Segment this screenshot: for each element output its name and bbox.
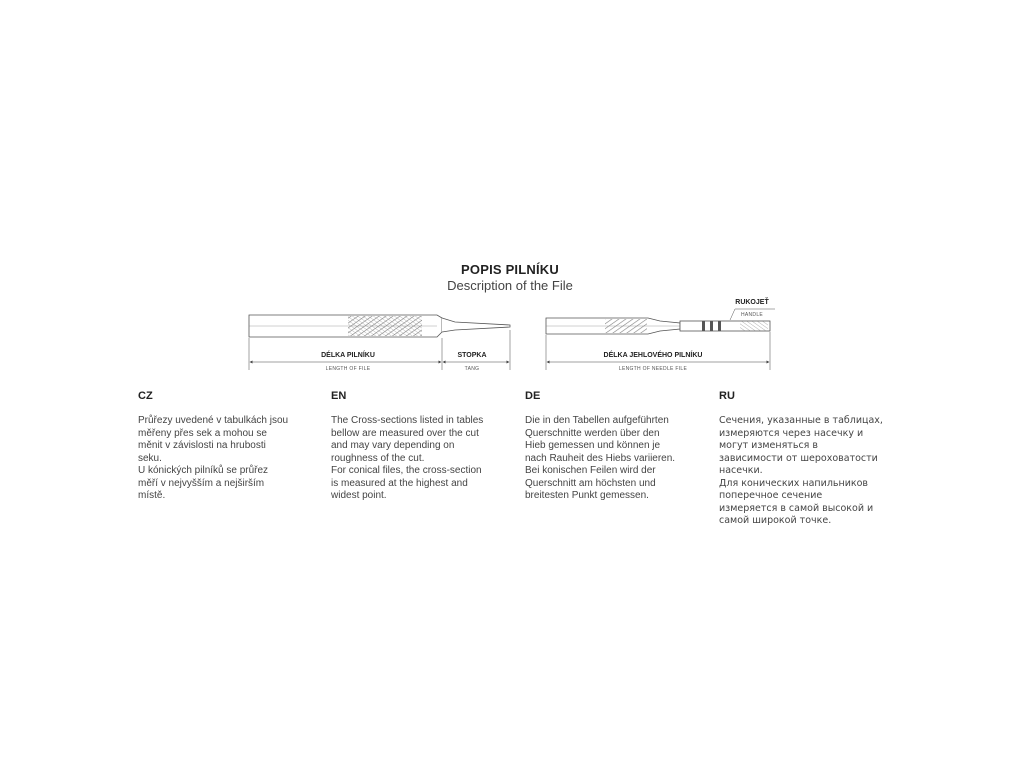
language-code: CZ [138,390,153,402]
language-code: DE [525,390,541,402]
column-text: The Cross-sections listed in tables bellow are measured over the cut and may vary depending on roughness of the cut. For conical files, the cross-section is measured at the highest and widest point. [331,415,484,501]
file-length-label: DÉLKA PILNÍKU [321,352,375,359]
column-text: Сечения, указанные в таблицах, измеряются через насечку и могут изменяться в зависимости от шероховатости насечки. Для конических напильников поперечное сечение измеряется в самой высокой и самой широкой точке. [719,415,883,526]
column-ru [719,390,897,528]
handle-sublabel: HANDLE [740,312,764,318]
tang-label: STOPKA [457,352,487,359]
language-code: RU [719,390,735,402]
column-cz [138,390,316,503]
column-en [331,390,509,503]
file-length-sublabel: LENGTH OF FILE [325,366,371,372]
needle-file-drawing [546,297,775,372]
language-code: EN [331,390,347,402]
column-text: Die in den Tabellen aufgeführten Querschnitte werden über den Hieb gemessen und können je nach Rauheit des Hiebs variieren. Bei konischen Feilen wird der Querschnitt am höchsten und breitesten Punkt gemessen. [525,415,676,501]
column-text: Průřezy uvedené v tabulkách jsou měřeny přes sek a mohou se měnit v závislosti na hrubosti seku. U kónických pilníků se průřez měří v nejvyšším a nejširším místě. [138,415,289,501]
handle-label: RUKOJEŤ [735,299,769,306]
file-drawing [249,315,510,372]
page-title: POPIS PILNÍKU [461,262,559,277]
tang-sublabel: TANG [464,366,480,372]
needle-file-length-label: DÉLKA JEHLOVÉHO PILNÍKU [603,352,703,359]
file-tang [442,318,510,332]
page-subtitle: Description of the File [447,278,573,293]
file-description-diagram [0,290,1024,380]
needle-file-length-sublabel: LENGTH OF NEEDLE FILE [618,366,688,372]
column-de [525,390,703,503]
